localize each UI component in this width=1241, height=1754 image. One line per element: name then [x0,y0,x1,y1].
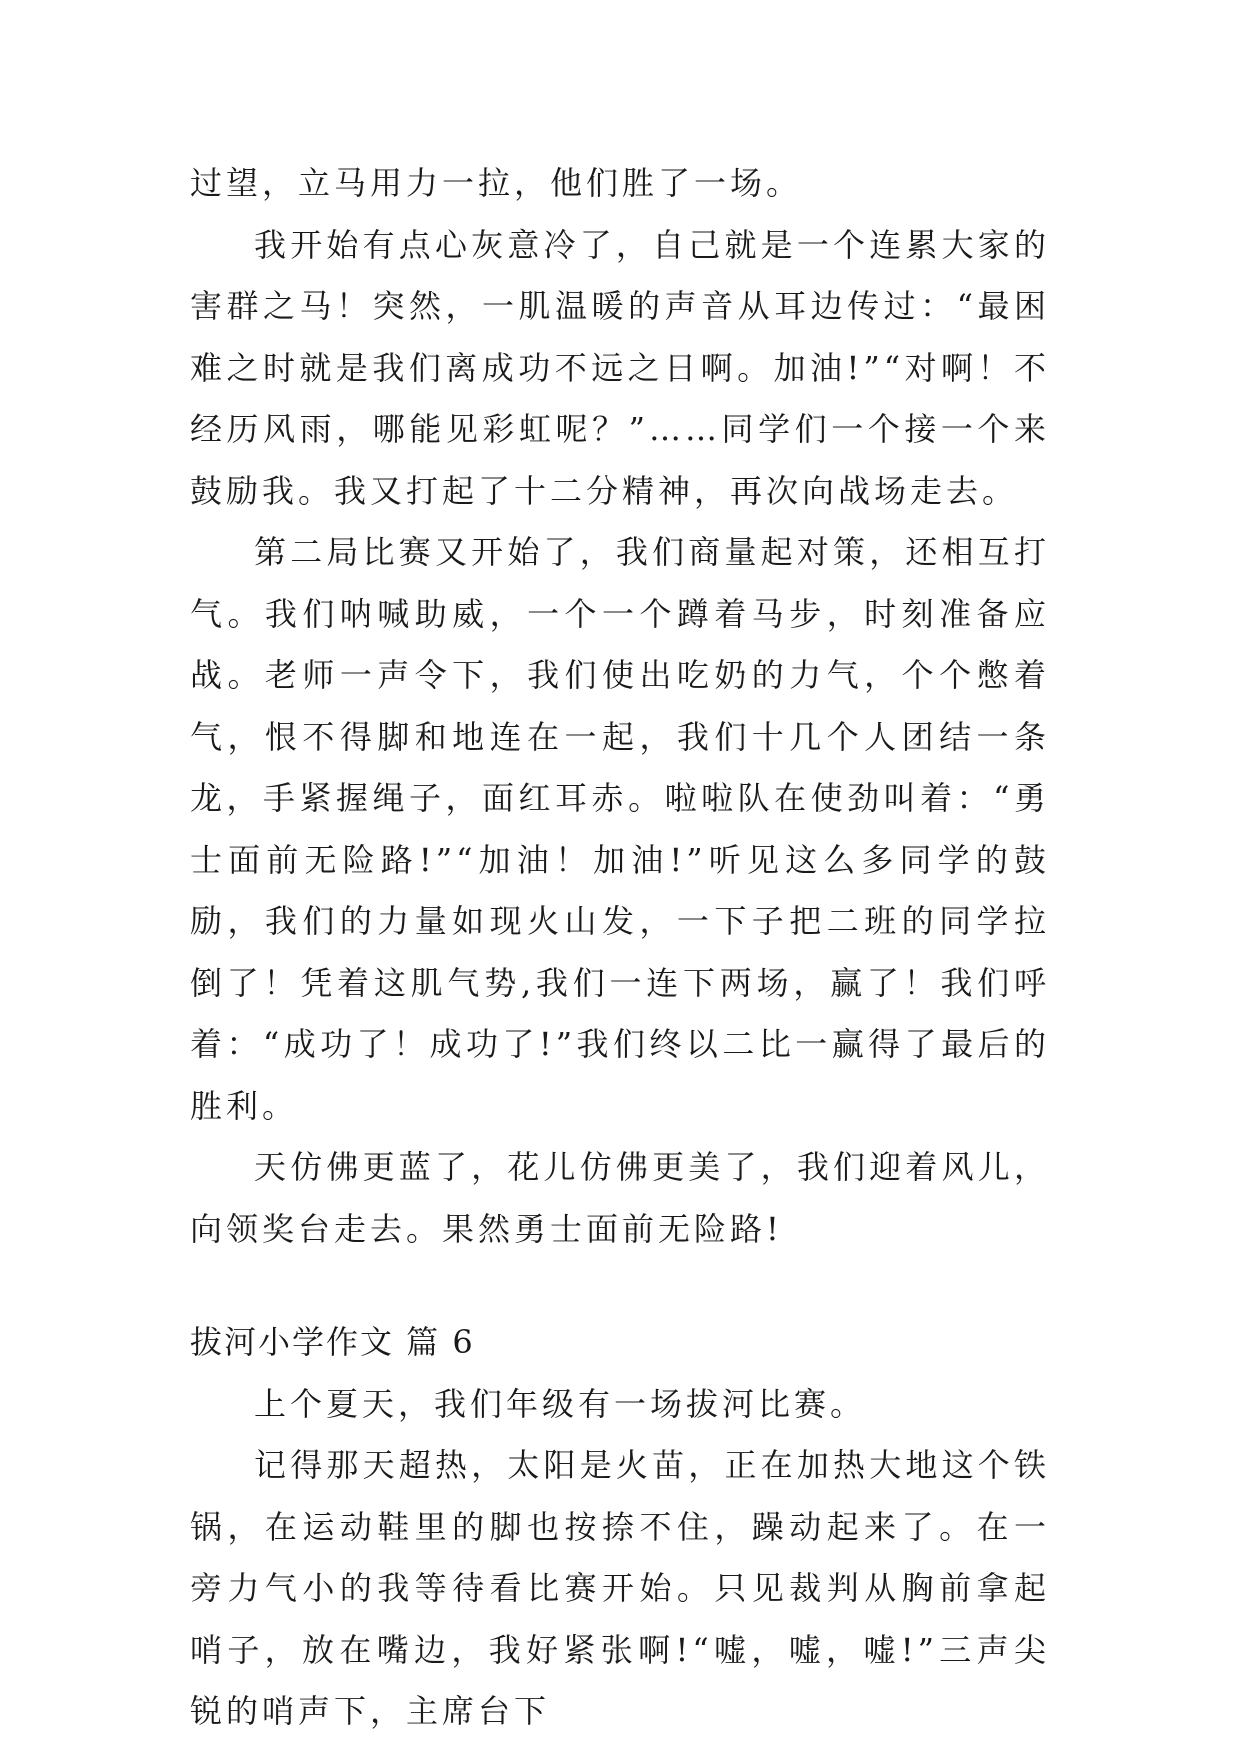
paragraph-continuation: 过望，立马用力一拉，他们胜了一场。 [190,164,803,202]
paragraph: 天仿佛更蓝了，花儿仿佛更美了，我们迎着风儿，向领奖台走去。果然勇士面前无险路! [190,1148,1050,1248]
section-title: 拔河小学作文 篇 6 [190,1323,475,1361]
paragraph: 记得那天超热，太阳是火苗，正在加热大地这个铁锅，在运动鞋里的脚也按捺不住，躁动起来了。在一旁力气小的我等待看比赛开始。只见裁判从胸前拿起哨子，放在嘴边，我好紧张啊!“嘘，嘘，嘘!”三声尖锐的哨声下，主席台下 [190,1446,1050,1730]
document-body [190,153,1050,1743]
paragraph: 第二局比赛又开始了，我们商量起对策，还相互打气。我们呐喊助威，一个一个蹲着马步，时刻准备应战。老师一声令下，我们使出吃奶的力气，个个憋着气，恨不得脚和地连在一起，我们十几个人团结一条龙，手紧握绳子，面红耳赤。啦啦队在使劲叫着：“勇士面前无险路!”“加油！加油!”听见这么多同学的鼓励，我们的力量如现火山发，一下子把二班的同学拉倒了！凭着这肌气势,我们一连下两场，赢了！我们呼着：“成功了！成功了!”我们终以二比一赢得了最后的胜利。 [190,533,1050,1125]
paragraph: 上个夏天，我们年级有一场拔河比赛。 [254,1384,867,1423]
paragraph: 我开始有点心灰意冷了，自己就是一个连累大家的害群之马！突然，一肌温暖的声音从耳边传过：“最困难之时就是我们离成功不远之日啊。加油!”“对啊！不经历风雨，哪能见彩虹呢？”……同学们一个接一个来鼓励我。我又打起了十二分精神，再次向战场走去。 [190,225,1050,510]
